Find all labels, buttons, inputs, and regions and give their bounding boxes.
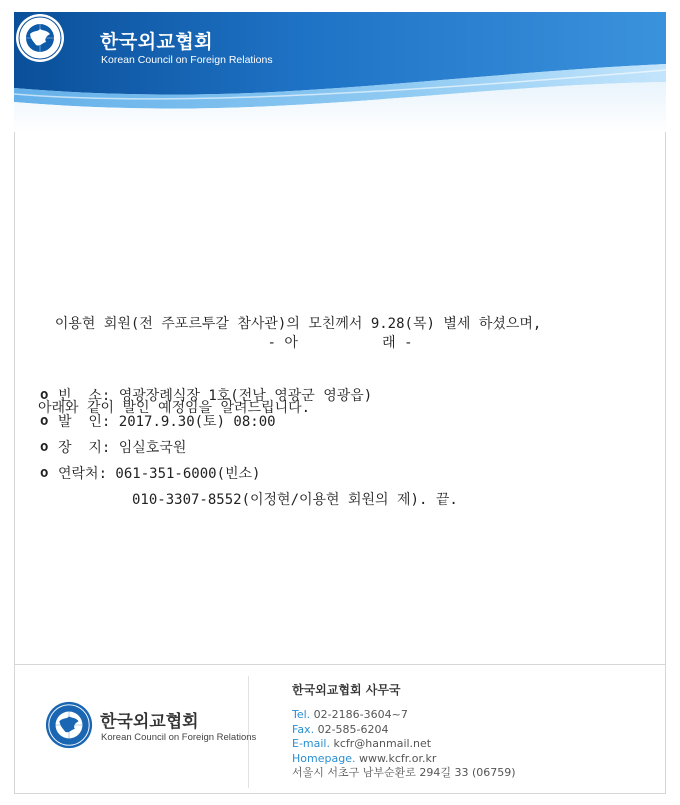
list-item-contact	[40, 460, 660, 486]
tel-value: 02-2186-3604~7	[313, 708, 408, 721]
list-item-balin	[40, 408, 660, 434]
bullet: o	[40, 413, 49, 429]
item-text: 장 지: 임실호국원	[58, 440, 187, 456]
bullet: o	[40, 465, 49, 481]
list-item-contact-continuation: 010-3307-8552(이정현/이용현 회원의 제). 끝.	[132, 492, 458, 508]
kcfr-globe-seal-icon	[14, 12, 66, 64]
homepage-label: Homepage.	[292, 751, 356, 765]
email-link[interactable]: kcfr@hanmail.net	[333, 737, 432, 750]
footer-divider	[14, 664, 666, 665]
footer-office-name: 한국외교협회 사무국	[292, 683, 401, 697]
footer-org-subtitle: Korean Council on Foreign Relations	[101, 732, 257, 743]
header-banner	[14, 12, 666, 132]
footer-contacts	[292, 708, 516, 781]
kcfr-globe-seal-icon	[44, 700, 94, 750]
item-text: 발 인: 2017.9.30(토) 08:00	[58, 414, 276, 430]
header-title: 한국외교협회	[100, 31, 214, 53]
footer-address: 서울시 서초구 남부순환로 294길 33 (06759)	[292, 766, 516, 779]
homepage-link[interactable]: www.kcfr.or.kr	[358, 751, 437, 765]
fax-label: Fax.	[292, 722, 315, 736]
notice-line-2: 아래와 같이 발인 예정임을 알려드립니다.	[38, 400, 311, 416]
item-text: 빈 소: 영광장례식장 1호(전남 영광군 영광읍)	[58, 388, 373, 404]
tel-label: Tel.	[292, 708, 311, 721]
footer-homepage-line	[292, 752, 516, 767]
email-label: E-mail.	[292, 737, 330, 750]
notice-center-heading: - 아 래 -	[267, 335, 413, 351]
footer-org-title: 한국외교협회	[100, 712, 199, 732]
item-text: 연락처: 061-351-6000(빈소)	[58, 466, 261, 482]
bullet: o	[40, 387, 49, 403]
list-item-binso	[40, 382, 660, 408]
fax-value: 02-585-6204	[317, 722, 389, 736]
notice-line-1: 이용현 회원(전 주포르투갈 참사관)의 모친께서 9.28(목) 별세 하셨으며,	[38, 316, 542, 332]
header-subtitle: Korean Council on Foreign Relations	[101, 54, 273, 66]
footer-fax-line	[292, 723, 516, 738]
footer-email-line	[292, 737, 516, 752]
notice-item-list	[40, 382, 660, 512]
bullet: o	[40, 439, 49, 455]
footer-tel-line	[292, 708, 516, 723]
list-item-jangji	[40, 434, 660, 460]
